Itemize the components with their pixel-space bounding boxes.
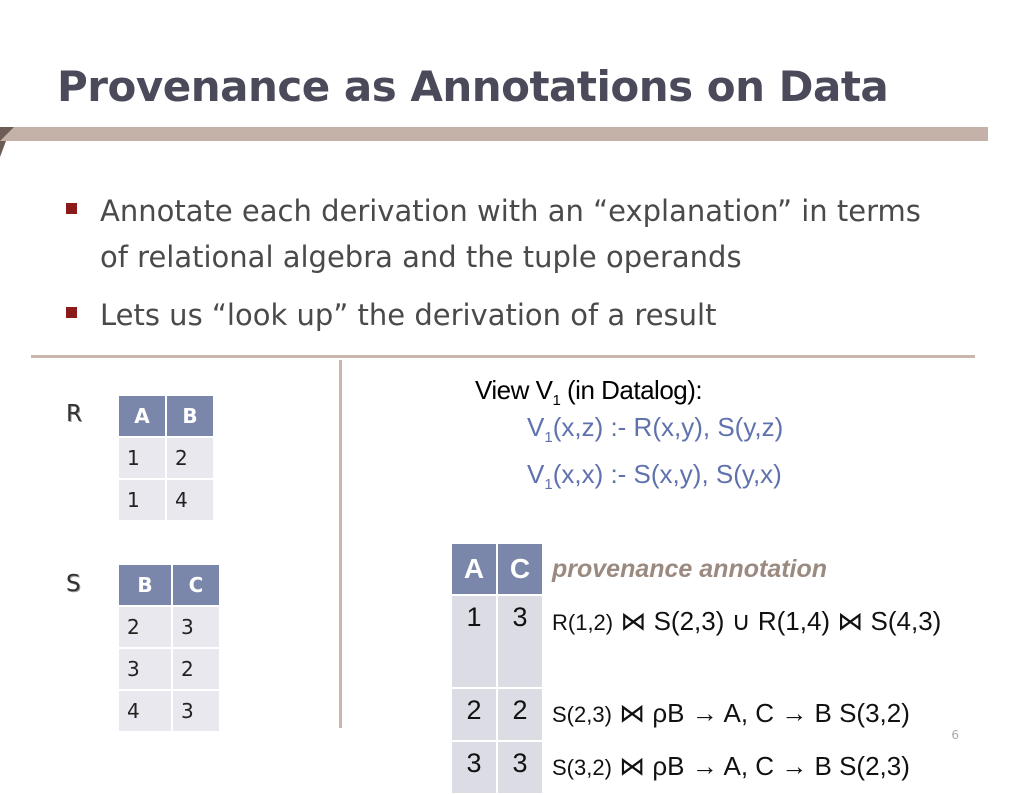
title-underline-bar xyxy=(0,127,988,141)
rule-body: (x,z) :- R(x,y), S(y,z) xyxy=(552,412,784,443)
table-cell: 2 xyxy=(451,688,497,741)
table-row xyxy=(118,606,220,648)
table-row xyxy=(451,688,974,741)
table-cell: 1 xyxy=(118,479,166,521)
table-cell: 3 xyxy=(172,690,220,732)
table-cell: 2 xyxy=(166,437,214,479)
view-definition xyxy=(475,375,783,504)
table-cell: 2 xyxy=(172,648,220,690)
column-header: C xyxy=(172,564,220,606)
table-cell: 3 xyxy=(497,741,543,794)
table-row xyxy=(118,437,214,479)
table-row xyxy=(118,479,214,521)
table-cell: 1 xyxy=(118,437,166,479)
table-cell: 3 xyxy=(451,741,497,794)
rule-body: (x,x) :- S(x,y), S(y,x) xyxy=(552,459,782,490)
table-row xyxy=(118,648,220,690)
vertical-divider xyxy=(339,360,342,728)
relation-r-label: R xyxy=(66,401,82,427)
table-cell: 2 xyxy=(118,606,172,648)
relation-r-table xyxy=(117,394,215,522)
bullet-item xyxy=(62,188,942,280)
column-header: C xyxy=(497,543,543,595)
column-header: B xyxy=(166,395,214,437)
bullet-text: Annotate each derivation with an “explanation” in terms of relational algebra and the tuple operands xyxy=(100,194,921,274)
provenance-annotation xyxy=(543,595,974,688)
slide-title: Provenance as Annotations on Data xyxy=(57,62,889,111)
relation-s-table xyxy=(117,563,221,733)
table-cell: 3 xyxy=(497,595,543,688)
table-cell: 1 xyxy=(451,595,497,688)
column-header: A xyxy=(118,395,166,437)
column-header: A xyxy=(451,543,497,595)
annotation-lead: S(2,3) xyxy=(552,702,612,727)
bullet-list xyxy=(62,188,942,350)
column-header: B xyxy=(118,564,172,606)
view-heading-subscript: 1 xyxy=(552,392,561,410)
provenance-header: provenance annotation xyxy=(543,543,974,595)
view-result-table xyxy=(450,542,975,795)
bullet-item xyxy=(62,292,942,338)
annotation-rest: ⋈ ρB → A, C → B S(3,2) xyxy=(611,698,910,728)
relation-s-label: S xyxy=(66,571,81,597)
annotation-rest: ⋈ ρB → A, C → B S(2,3) xyxy=(611,751,910,781)
page-number: 6 xyxy=(951,728,959,742)
title-bar-accent xyxy=(0,127,14,141)
square-bullet-icon xyxy=(66,307,77,318)
table-cell: 4 xyxy=(166,479,214,521)
rule-head: V xyxy=(527,412,545,443)
annotation-lead: R(1,2) xyxy=(552,610,614,635)
bullet-text: Lets us “look up” the derivation of a result xyxy=(100,298,717,332)
datalog-rule-2 xyxy=(527,456,783,503)
view-heading-suffix: (in Datalog): xyxy=(560,375,703,405)
horizontal-divider xyxy=(31,355,975,358)
annotation-rest: ⋈ S(2,3) ∪ R(1,4) ⋈ S(4,3) xyxy=(613,606,942,636)
view-heading xyxy=(475,375,783,409)
table-cell: 3 xyxy=(118,648,172,690)
table-cell: 2 xyxy=(497,688,543,741)
datalog-rule-1 xyxy=(527,409,783,456)
table-cell: 3 xyxy=(172,606,220,648)
table-cell: 4 xyxy=(118,690,172,732)
rule-subscript: 1 xyxy=(544,476,553,494)
view-heading-text: View V xyxy=(475,375,553,405)
table-row xyxy=(118,690,220,732)
square-bullet-icon xyxy=(66,203,77,214)
rule-subscript: 1 xyxy=(544,429,553,447)
annotation-lead: S(3,2) xyxy=(552,755,612,780)
rule-head: V xyxy=(527,459,545,490)
table-row xyxy=(451,595,974,688)
provenance-annotation xyxy=(543,688,974,741)
title-bar-accent-tail xyxy=(0,141,6,157)
